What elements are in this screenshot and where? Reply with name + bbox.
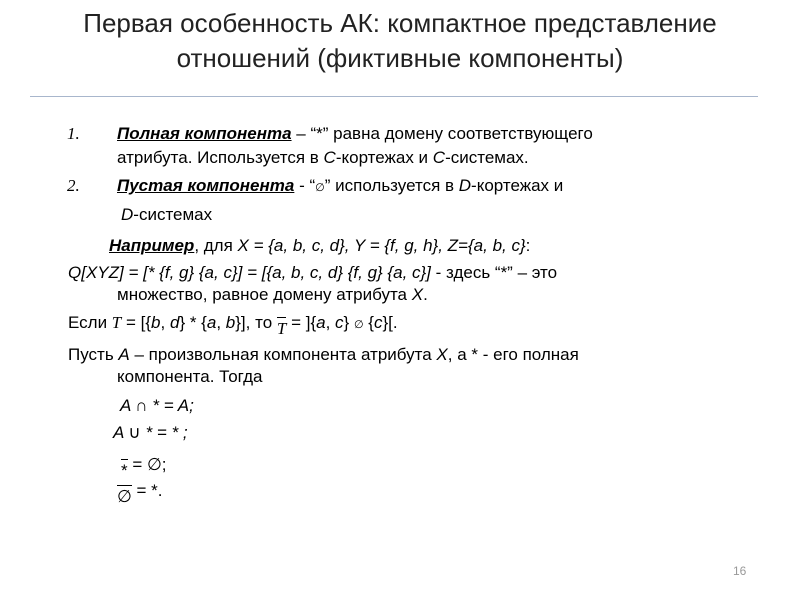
item1-text-c: -кортежах и [335,148,433,167]
item2-text-d: -системах [133,205,213,224]
item1-line1 [117,124,593,144]
if-d: d [169,313,180,332]
formula-union: A ∪ * = * ; [113,423,188,442]
overline [117,485,132,486]
empty-symbol: ∅ [117,487,132,506]
item2-d2: D [121,205,134,224]
let-a: A [118,345,130,364]
example-sets: X = {a, b, c, d}, Y = {f, g, h}, Z={a, b, c} [237,236,526,255]
item2-line2 [121,205,212,225]
if-text-g: }[. [382,313,398,332]
example-line [109,236,530,256]
if-text-c: }], то [235,313,277,332]
q-line-1 [68,263,557,283]
if-text-d: = ]{ [286,313,317,332]
item2-line1 [117,176,563,198]
let-text-a: Пусть [68,345,119,364]
example-text-a: , для [194,236,238,255]
if-a2: a [316,313,326,332]
q-line-2 [117,285,428,305]
if-line [68,313,398,338]
item2-term: Пустая компонента [117,176,295,195]
if-comma-1: , [160,313,170,332]
item1-c1: C [323,148,336,167]
if-c2: c [373,313,383,332]
let-text-b: – произвольная компонента атрибута [129,345,437,364]
if-text-a: = [{ [121,313,152,332]
item1-number: 1. [67,124,80,143]
example-text-b: : [525,236,531,255]
item2-number: 2. [67,176,80,195]
q-text-b: множество, равное домену атрибута [117,285,412,304]
if-a: a [206,313,217,332]
if-b2: b [225,313,236,332]
let-line-1 [68,345,579,365]
q-text-a: - здесь “*” – это [430,263,558,282]
formula-star-complement [121,455,167,480]
item2-text-a: - “ [294,176,316,195]
item1-line2 [117,148,529,168]
item1-c2: C [432,148,446,167]
title-line-1: Первая особенность АК: компактное представление [83,8,717,38]
item1-term: Полная компонента [117,124,292,143]
formula-intersection: A ∩ * = A; [120,396,194,415]
if-text-f: { [363,313,374,332]
item1-text-a: – “*” равна домену соответствующего [291,124,593,143]
star-symbol: * [121,461,128,480]
item1-text-d: -системах. [445,148,529,167]
item2-text-c: -кортежах и [471,176,564,195]
t-complement [277,319,286,339]
t-bar-letter: T [276,319,287,338]
q-x: X [411,285,424,304]
empty-set-symbol: ∅ [315,182,325,194]
if-prefix: Если [68,313,112,332]
if-t: T [111,313,122,332]
star-complement [121,461,128,481]
overline [277,317,286,318]
overline [121,459,128,460]
page-number: 16 [733,564,747,578]
formula-empty-complement [117,481,163,506]
formula-4-rest: = *. [131,481,163,500]
if-text-b: } * { [179,313,207,332]
item2-text-b: ” используется в [324,176,459,195]
let-x: X [436,345,448,364]
if-comma-3: , [325,313,336,332]
formula-3-rest: = ∅; [127,455,167,474]
if-comma-2: , [216,313,226,332]
q-expression: Q[XYZ] = [* {f, g} {a, c}] = [{a, b, c, d} {f, g} {a, c}] [68,263,431,282]
item1-text-b: атрибута. Используется в [117,148,324,167]
if-b: b [151,313,161,332]
let-text-c: , а * - его полная [447,345,579,364]
title-line-2: отношений (фиктивные компоненты) [176,43,624,73]
if-c: c [335,313,344,332]
q-text-c: . [423,285,428,304]
if-empty-set: ∅ [353,319,364,331]
empty-complement [117,487,132,507]
let-line-2: компонента. Тогда [117,367,263,386]
example-label: Например [109,236,195,255]
if-text-e: } [343,313,354,332]
item2-d1: D [458,176,472,195]
